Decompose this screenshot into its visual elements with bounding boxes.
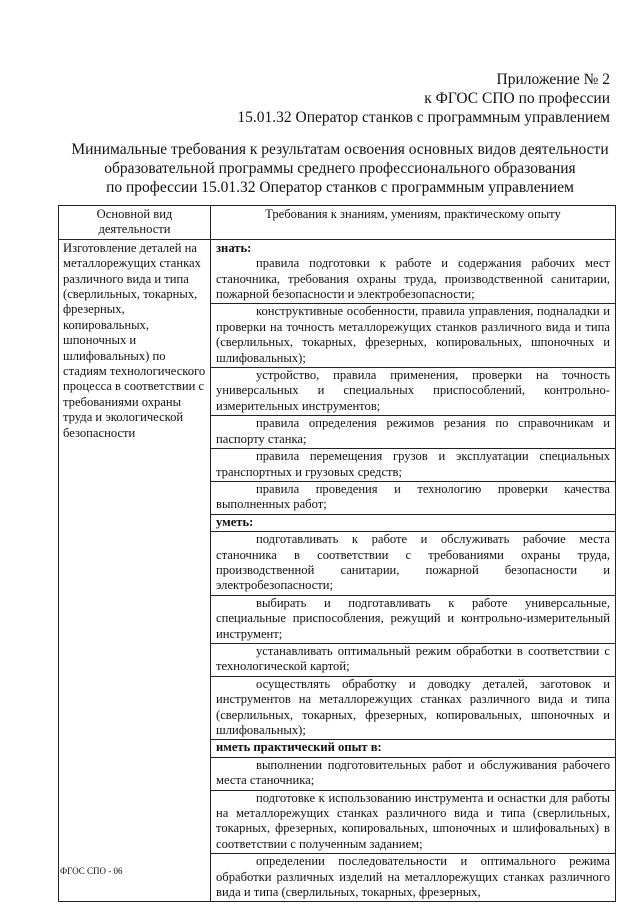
table-header-row: [59, 206, 616, 240]
can-item: устанавливать оптимальный режим обработки в соответствии с технологической картой;: [216, 643, 610, 674]
experience-label: иметь практический опыт в:: [216, 740, 382, 755]
page-footer: ФГОС СПО - 06: [60, 866, 123, 876]
annex-number: Приложение № 2: [496, 71, 610, 88]
activity-cell: Изготовление деталей на металлорежущих станках различного вида и типа (сверлильных, токарных, фрезерных, копировальных, шпоночных и шлифовальных) по стадиям технологического процесса в соответствии с требованиями охраны труда и экологической безопасности: [59, 239, 211, 902]
know-item: правила определения режимов резания по справочникам и паспорту станка;: [216, 416, 610, 446]
can-item: выбирать и подготавливать к работе универсальные, специальные приспособления, режущий и контрольно-измерительный инструмент;: [216, 595, 610, 641]
know-item: правила проведения и технологию проверки качества выполненных работ;: [216, 481, 610, 512]
column-header-requirements: Требования к знаниям, умениям, практическому опыту: [211, 206, 616, 240]
title-line-1: Минимальные требования к результатам освоения основных видов деятельности: [71, 141, 609, 158]
know-item: правила подготовки к работе и содержания рабочих мест станочника, требования охраны труда, производственной санитарии, пожарной безопасности и электробезопасности;: [216, 256, 610, 302]
experience-item: подготовке к использованию инструмента и оснастки для работы на металлорежущих станках различного вида и типа (сверлильных, токарных, фрезерных, копировальных, шпоночных и шлифовальных) в соответствии с полученным заданием;: [216, 790, 610, 851]
document-title: [60, 140, 620, 197]
column-header-activity: Основной вид деятельности: [59, 206, 211, 240]
title-line-3: по профессии 15.01.32 Оператор станков с программным управлением: [106, 179, 574, 196]
can-item: подготавливать к работе и обслуживать рабочие места станочника в соответствии с требованиями охраны труда, производственной санитарии, пожарной безопасности и электробезопасности;: [216, 532, 610, 593]
can-label: уметь:: [216, 514, 254, 529]
know-item: устройство, правила применения, проверки на точность универсальных и специальных приспособлений, контрольно-измерительных инструментов;: [216, 368, 610, 413]
requirements-table: [58, 205, 616, 902]
requirements-cell: [211, 239, 616, 902]
know-label: знать:: [216, 240, 252, 255]
experience-item: определении последовательности и оптимального режима обработки различных изделий на металлорежущих станках различного вида и типа (сверлильных, токарных, фрезерных,: [216, 854, 610, 900]
know-item: правила перемещения грузов и эксплуатации специальных транспортных и грузовых средств;: [216, 449, 610, 479]
annex-header: [170, 70, 610, 127]
title-line-2: образовательной программы среднего профессионального образования: [104, 160, 576, 177]
experience-item: выполнении подготовительных работ и обслуживания рабочего места станочника;: [216, 757, 610, 788]
can-item: осуществлять обработку и доводку деталей, заготовок и инструментов на металлорежущих станках различного вида и типа (сверлильных, токарных, фрезерных, копировальных, шпоночных и шлифовальных);: [216, 676, 610, 737]
table-row: [59, 239, 616, 902]
know-item: конструктивные особенности, правила управления, подналадки и проверки на точность металлорежущих станков различного вида и типа (сверлильных, токарных, фрезерных, копировальных, шпоночных и шлифовальных);: [216, 304, 610, 365]
annex-profession: 15.01.32 Оператор станков с программным управлением: [237, 109, 610, 126]
annex-reference: к ФГОС СПО по профессии: [424, 90, 610, 107]
